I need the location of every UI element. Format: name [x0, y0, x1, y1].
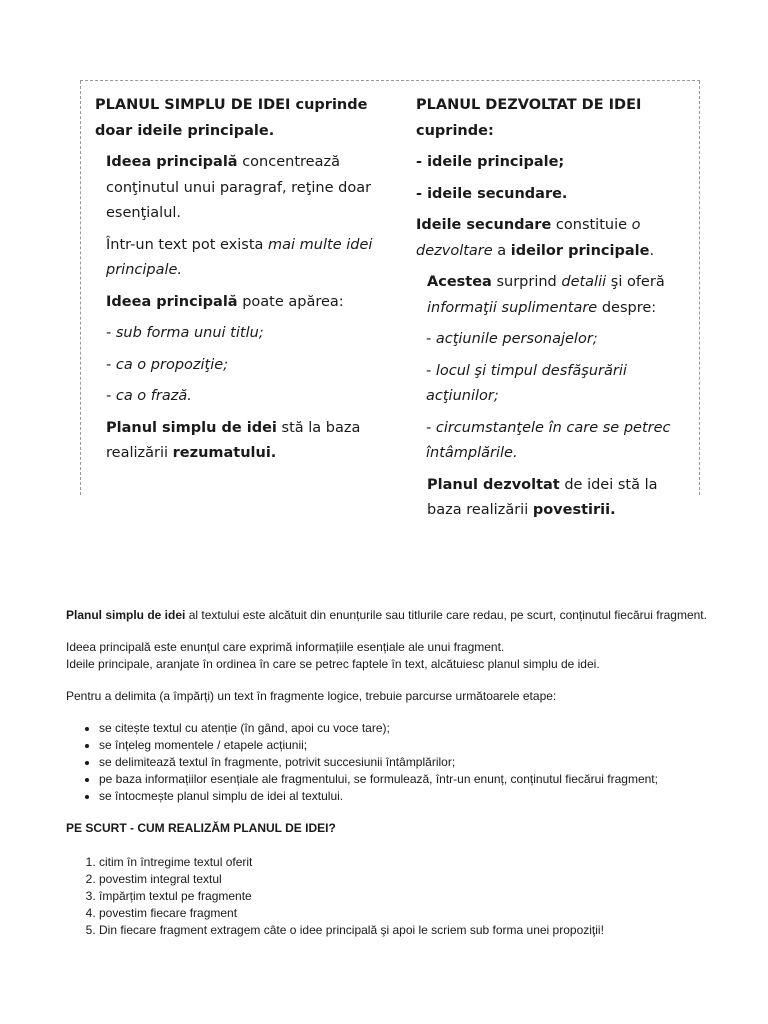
form-title: - sub forma unui titlu; [106, 325, 264, 341]
list-item: 1. citim în întregime textul oferit [99, 854, 716, 871]
simple-plan-summary-basis: Planul simplu de idei stă la baza realizării rezumatului. [106, 419, 361, 461]
list-item: • se întocmește planul simplu de idei al textului. [99, 788, 716, 805]
steps-bullet-list [66, 720, 716, 805]
list-item: • se înțeleg momentele / etapele acțiunii; [99, 737, 716, 754]
list-item: • se citește textul cu atenție (în gând, apoi cu voce tare); [99, 720, 716, 737]
comparison-box [80, 80, 700, 518]
main-idea-description: Ideea principală concentrează conţinutul unui paragraf, reţine doar esenţialul. [106, 154, 372, 221]
summary-numbered-list [66, 854, 716, 939]
simple-plan-column [95, 93, 395, 473]
developed-plan-column [416, 93, 696, 530]
main-idea-forms-intro: Ideea principală poate apărea: [106, 293, 344, 310]
list-item: 2. povestim integral textul [99, 871, 716, 888]
main-idea-paragraph: Ideea principală este enunțul care exprimă informațiile esențiale ale unui fragment. Ideile principale, aranjate în ordinea în care se petrec faptele în text, alcătuiesc planul simplu de idei. [66, 640, 600, 671]
item-main-ideas: - ideile principale; [416, 154, 565, 170]
document-body [66, 607, 716, 954]
summary-heading: PE SCURT - CUM REALIZĂM PLANUL DE IDEI? [66, 821, 336, 835]
detail-circumstances: - circumstanţele în care se petrec întâmplările. [426, 419, 671, 461]
list-item: • se delimitează textul în fragmente, potrivit succesiunii întâmplărilor; [99, 754, 716, 771]
form-sentence: - ca o propoziţie; [106, 356, 229, 373]
item-secondary-ideas: - ideile secundare. [416, 185, 568, 202]
form-phrase: - ca o frază. [106, 388, 192, 404]
list-item: 3. împărțim textul pe fragmente [99, 888, 716, 905]
steps-intro-paragraph: Pentru a delimita (a împărți) un text în fragmente logice, trebuie parcurse următoarele etape: [66, 689, 557, 703]
list-item: • pe baza informațiilor esențiale ale fragmentului, se formulează, într-un enunț, conținutul fiecărui fragment; [99, 771, 716, 788]
multiple-ideas-note: Într-un text pot exista mai multe idei principale. [106, 236, 373, 278]
detail-place-time: - locul şi timpul desfăşurării acţiunilor; [426, 362, 627, 404]
simple-plan-definition: PLANUL SIMPLU DE IDEI cuprinde doar ideile principale. [95, 97, 368, 139]
list-item: 5. Din fiecare fragment extragem câte o idee principală şi apoi le scriem sub forma unei propoziţii! [99, 922, 716, 939]
developed-plan-story-basis: Planul dezvoltat de idei stă la baza realizării povestirii. [427, 476, 658, 518]
details-description: Acestea surprind detalii şi oferă informaţii suplimentare despre: [427, 274, 665, 316]
secondary-ideas-description: Ideile secundare constituie o dezvoltare a ideilor principale. [416, 217, 655, 259]
simple-plan-paragraph: Planul simplu de idei al textului este alcătuit din enunțurile sau titlurile care redau, pe scurt, conținutul fiecărui fragment. [66, 608, 707, 622]
detail-characters-actions: - acţiunile personajelor; [426, 331, 598, 347]
list-item: 4. povestim fiecare fragment [99, 905, 716, 922]
developed-plan-definition: PLANUL DEZVOLTAT DE IDEI cuprinde: [416, 97, 642, 139]
